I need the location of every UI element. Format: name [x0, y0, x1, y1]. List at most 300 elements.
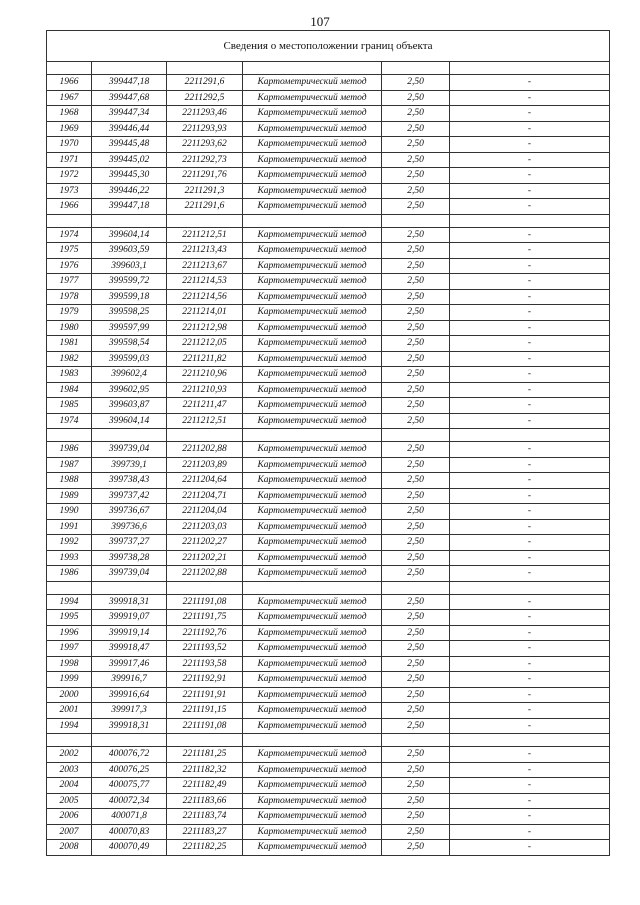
separator-cell [167, 429, 243, 442]
point-number-cell: 2001 [47, 703, 92, 719]
table-row [47, 703, 610, 719]
method-cell: Картометрический метод [243, 289, 382, 305]
table-row [47, 566, 610, 582]
coord-x-cell: 399917,3 [92, 703, 167, 719]
method-cell: Картометрический метод [243, 336, 382, 352]
accuracy-cell: 2,50 [382, 121, 450, 137]
accuracy-cell: 2,50 [382, 183, 450, 199]
separator-cell [167, 734, 243, 747]
coord-x-cell: 399447,34 [92, 106, 167, 122]
method-cell: Картометрический метод [243, 75, 382, 91]
table-row [47, 137, 610, 153]
accuracy-cell: 2,50 [382, 610, 450, 626]
coord-x-cell: 399599,18 [92, 289, 167, 305]
point-number-cell: 2006 [47, 809, 92, 825]
coord-y-cell: 2211214,56 [167, 289, 243, 305]
separator-cell [243, 429, 382, 442]
coord-y-cell: 2211202,27 [167, 535, 243, 551]
table-row [47, 718, 610, 734]
point-number-cell: 1966 [47, 199, 92, 215]
point-number-cell: 1977 [47, 274, 92, 290]
accuracy-cell: 2,50 [382, 336, 450, 352]
method-cell: Картометрический метод [243, 183, 382, 199]
table-row [47, 243, 610, 259]
point-number-cell: 1971 [47, 152, 92, 168]
point-number-cell: 1974 [47, 413, 92, 429]
point-number-cell: 1990 [47, 504, 92, 520]
coord-y-cell: 2211202,88 [167, 442, 243, 458]
coord-y-cell: 2211203,03 [167, 519, 243, 535]
accuracy-cell: 2,50 [382, 625, 450, 641]
table-row [47, 625, 610, 641]
coord-x-cell: 399447,68 [92, 90, 167, 106]
point-number-cell: 1981 [47, 336, 92, 352]
coord-x-cell: 399736,67 [92, 504, 167, 520]
coord-x-cell: 399737,27 [92, 535, 167, 551]
description-cell: - [450, 824, 610, 840]
coord-y-cell: 2211292,5 [167, 90, 243, 106]
coord-x-cell: 399602,4 [92, 367, 167, 383]
description-cell: - [450, 305, 610, 321]
point-number-cell: 1976 [47, 258, 92, 274]
coord-x-cell: 400076,25 [92, 762, 167, 778]
accuracy-cell: 2,50 [382, 566, 450, 582]
table-row [47, 473, 610, 489]
table-row [47, 672, 610, 688]
point-number-cell: 1980 [47, 320, 92, 336]
accuracy-cell: 2,50 [382, 809, 450, 825]
coord-x-cell: 400076,72 [92, 747, 167, 763]
coord-y-cell: 2211191,91 [167, 687, 243, 703]
method-cell: Картометрический метод [243, 504, 382, 520]
description-cell: - [450, 594, 610, 610]
table-row [47, 656, 610, 672]
coord-y-cell: 2211191,75 [167, 610, 243, 626]
description-cell: - [450, 840, 610, 856]
method-cell: Картометрический метод [243, 762, 382, 778]
coord-x-cell: 399916,7 [92, 672, 167, 688]
method-cell: Картометрический метод [243, 473, 382, 489]
accuracy-cell: 2,50 [382, 382, 450, 398]
table-row [47, 840, 610, 856]
coord-y-cell: 2211193,52 [167, 641, 243, 657]
method-cell: Картометрический метод [243, 258, 382, 274]
coord-y-cell: 2211191,08 [167, 718, 243, 734]
coord-y-cell: 2211212,98 [167, 320, 243, 336]
coord-y-cell: 2211291,3 [167, 183, 243, 199]
coord-x-cell: 399917,46 [92, 656, 167, 672]
coord-y-cell: 2211210,93 [167, 382, 243, 398]
coord-y-cell: 2211211,47 [167, 398, 243, 414]
coord-y-cell: 2211212,05 [167, 336, 243, 352]
accuracy-cell: 2,50 [382, 90, 450, 106]
description-cell: - [450, 519, 610, 535]
table-row [47, 488, 610, 504]
coord-x-cell: 399737,42 [92, 488, 167, 504]
coord-x-cell: 399919,07 [92, 610, 167, 626]
point-number-cell: 2007 [47, 824, 92, 840]
point-number-cell: 1989 [47, 488, 92, 504]
table-row [47, 809, 610, 825]
coord-y-cell: 2211182,25 [167, 840, 243, 856]
coord-x-cell: 400070,83 [92, 824, 167, 840]
point-number-cell: 1973 [47, 183, 92, 199]
description-cell: - [450, 289, 610, 305]
description-cell: - [450, 718, 610, 734]
point-number-cell: 1993 [47, 550, 92, 566]
table-row [47, 199, 610, 215]
description-cell: - [450, 320, 610, 336]
description-cell: - [450, 183, 610, 199]
method-cell: Картометрический метод [243, 610, 382, 626]
point-number-cell: 1972 [47, 168, 92, 184]
coord-x-cell: 399598,25 [92, 305, 167, 321]
method-cell: Картометрический метод [243, 382, 382, 398]
description-cell: - [450, 793, 610, 809]
description-cell: - [450, 106, 610, 122]
accuracy-cell: 2,50 [382, 320, 450, 336]
accuracy-cell: 2,50 [382, 672, 450, 688]
separator-cell [450, 62, 610, 75]
point-number-cell: 2003 [47, 762, 92, 778]
point-number-cell: 1999 [47, 672, 92, 688]
point-number-cell: 1979 [47, 305, 92, 321]
table-row [47, 793, 610, 809]
accuracy-cell: 2,50 [382, 199, 450, 215]
table-row [47, 535, 610, 551]
coord-y-cell: 2211212,51 [167, 413, 243, 429]
accuracy-cell: 2,50 [382, 594, 450, 610]
coord-y-cell: 2211202,88 [167, 566, 243, 582]
separator-cell [243, 214, 382, 227]
table-row [47, 824, 610, 840]
description-cell: - [450, 367, 610, 383]
coord-y-cell: 2211291,6 [167, 199, 243, 215]
method-cell: Картометрический метод [243, 672, 382, 688]
boundary-table [46, 30, 610, 856]
point-number-cell: 1988 [47, 473, 92, 489]
separator-cell [92, 734, 167, 747]
coord-y-cell: 2211183,27 [167, 824, 243, 840]
point-number-cell: 1974 [47, 227, 92, 243]
table-row [47, 442, 610, 458]
accuracy-cell: 2,50 [382, 535, 450, 551]
method-cell: Картометрический метод [243, 840, 382, 856]
coord-x-cell: 399603,87 [92, 398, 167, 414]
accuracy-cell: 2,50 [382, 106, 450, 122]
description-cell: - [450, 258, 610, 274]
accuracy-cell: 2,50 [382, 840, 450, 856]
coord-y-cell: 2211212,51 [167, 227, 243, 243]
description-cell: - [450, 351, 610, 367]
description-cell: - [450, 121, 610, 137]
coord-y-cell: 2211192,91 [167, 672, 243, 688]
page-number: 107 [310, 14, 330, 29]
point-number-cell: 1975 [47, 243, 92, 259]
method-cell: Картометрический метод [243, 320, 382, 336]
point-number-cell: 1982 [47, 351, 92, 367]
block-separator-row [47, 429, 610, 442]
coord-y-cell: 2211214,53 [167, 274, 243, 290]
coord-y-cell: 2211293,46 [167, 106, 243, 122]
table-row [47, 274, 610, 290]
coord-x-cell: 399736,6 [92, 519, 167, 535]
coord-x-cell: 400075,77 [92, 778, 167, 794]
separator-cell [243, 734, 382, 747]
coord-y-cell: 2211203,89 [167, 457, 243, 473]
point-number-cell: 1995 [47, 610, 92, 626]
method-cell: Картометрический метод [243, 457, 382, 473]
description-cell: - [450, 778, 610, 794]
table-row [47, 152, 610, 168]
accuracy-cell: 2,50 [382, 243, 450, 259]
coord-y-cell: 2211291,6 [167, 75, 243, 91]
point-number-cell: 1966 [47, 75, 92, 91]
description-cell: - [450, 656, 610, 672]
description-cell: - [450, 625, 610, 641]
table-row [47, 75, 610, 91]
separator-cell [47, 62, 92, 75]
coord-y-cell: 2211204,04 [167, 504, 243, 520]
coord-y-cell: 2211213,43 [167, 243, 243, 259]
description-cell: - [450, 762, 610, 778]
method-cell: Картометрический метод [243, 778, 382, 794]
coord-x-cell: 399447,18 [92, 199, 167, 215]
coord-y-cell: 2211183,66 [167, 793, 243, 809]
description-cell: - [450, 473, 610, 489]
block-separator-row [47, 62, 610, 75]
accuracy-cell: 2,50 [382, 793, 450, 809]
table-row [47, 121, 610, 137]
accuracy-cell: 2,50 [382, 289, 450, 305]
table-row [47, 687, 610, 703]
table-row [47, 519, 610, 535]
point-number-cell: 2000 [47, 687, 92, 703]
description-cell: - [450, 687, 610, 703]
table-row [47, 778, 610, 794]
accuracy-cell: 2,50 [382, 367, 450, 383]
accuracy-cell: 2,50 [382, 656, 450, 672]
accuracy-cell: 2,50 [382, 413, 450, 429]
method-cell: Картометрический метод [243, 824, 382, 840]
separator-cell [382, 581, 450, 594]
coord-y-cell: 2211191,15 [167, 703, 243, 719]
method-cell: Картометрический метод [243, 809, 382, 825]
table-title: Сведения о местоположении границ объекта [47, 31, 610, 62]
accuracy-cell: 2,50 [382, 398, 450, 414]
description-cell: - [450, 672, 610, 688]
method-cell: Картометрический метод [243, 656, 382, 672]
accuracy-cell: 2,50 [382, 747, 450, 763]
method-cell: Картометрический метод [243, 413, 382, 429]
coord-x-cell: 399446,44 [92, 121, 167, 137]
description-cell: - [450, 809, 610, 825]
coord-y-cell: 2211204,64 [167, 473, 243, 489]
block-separator-row [47, 214, 610, 227]
coord-x-cell: 400070,49 [92, 840, 167, 856]
table-row [47, 289, 610, 305]
coord-y-cell: 2211291,76 [167, 168, 243, 184]
separator-cell [167, 214, 243, 227]
separator-cell [382, 429, 450, 442]
point-number-cell: 2008 [47, 840, 92, 856]
coord-x-cell: 399446,22 [92, 183, 167, 199]
point-number-cell: 2004 [47, 778, 92, 794]
table-row [47, 320, 610, 336]
coord-y-cell: 2211214,01 [167, 305, 243, 321]
point-number-cell: 1986 [47, 442, 92, 458]
point-number-cell: 1997 [47, 641, 92, 657]
method-cell: Картометрический метод [243, 274, 382, 290]
coord-y-cell: 2211181,25 [167, 747, 243, 763]
description-cell: - [450, 227, 610, 243]
separator-cell [92, 214, 167, 227]
description-cell: - [450, 90, 610, 106]
accuracy-cell: 2,50 [382, 504, 450, 520]
method-cell: Картометрический метод [243, 90, 382, 106]
method-cell: Картометрический метод [243, 519, 382, 535]
point-number-cell: 2002 [47, 747, 92, 763]
table-row [47, 367, 610, 383]
point-number-cell: 1994 [47, 718, 92, 734]
description-cell: - [450, 610, 610, 626]
coord-x-cell: 399918,31 [92, 594, 167, 610]
point-number-cell: 1968 [47, 106, 92, 122]
point-number-cell: 1998 [47, 656, 92, 672]
table-row [47, 106, 610, 122]
accuracy-cell: 2,50 [382, 641, 450, 657]
separator-cell [450, 429, 610, 442]
accuracy-cell: 2,50 [382, 457, 450, 473]
coord-x-cell: 399602,95 [92, 382, 167, 398]
coord-y-cell: 2211191,08 [167, 594, 243, 610]
description-cell: - [450, 488, 610, 504]
coord-x-cell: 399919,14 [92, 625, 167, 641]
accuracy-cell: 2,50 [382, 824, 450, 840]
description-cell: - [450, 442, 610, 458]
point-number-cell: 1987 [47, 457, 92, 473]
table-row [47, 351, 610, 367]
method-cell: Картометрический метод [243, 703, 382, 719]
table-row [47, 641, 610, 657]
point-number-cell: 1970 [47, 137, 92, 153]
table-row [47, 227, 610, 243]
table-row [47, 413, 610, 429]
table-row [47, 594, 610, 610]
point-number-cell: 1994 [47, 594, 92, 610]
separator-cell [47, 429, 92, 442]
accuracy-cell: 2,50 [382, 274, 450, 290]
description-cell: - [450, 152, 610, 168]
separator-cell [47, 214, 92, 227]
method-cell: Картометрический метод [243, 625, 382, 641]
coord-x-cell: 399603,59 [92, 243, 167, 259]
description-cell: - [450, 382, 610, 398]
coord-y-cell: 2211182,49 [167, 778, 243, 794]
separator-cell [382, 734, 450, 747]
point-number-cell: 1983 [47, 367, 92, 383]
coord-x-cell: 399445,48 [92, 137, 167, 153]
description-cell: - [450, 75, 610, 91]
method-cell: Картометрический метод [243, 121, 382, 137]
coord-x-cell: 400072,34 [92, 793, 167, 809]
table-row [47, 457, 610, 473]
method-cell: Картометрический метод [243, 243, 382, 259]
coord-x-cell: 399604,14 [92, 413, 167, 429]
coord-x-cell: 399739,04 [92, 566, 167, 582]
table-row [47, 550, 610, 566]
accuracy-cell: 2,50 [382, 168, 450, 184]
coord-y-cell: 2211210,96 [167, 367, 243, 383]
accuracy-cell: 2,50 [382, 703, 450, 719]
coord-x-cell: 399918,31 [92, 718, 167, 734]
accuracy-cell: 2,50 [382, 351, 450, 367]
point-number-cell: 1992 [47, 535, 92, 551]
description-cell: - [450, 137, 610, 153]
table-row [47, 90, 610, 106]
accuracy-cell: 2,50 [382, 519, 450, 535]
table-row [47, 168, 610, 184]
separator-cell [382, 62, 450, 75]
method-cell: Картометрический метод [243, 305, 382, 321]
description-cell: - [450, 703, 610, 719]
separator-cell [92, 429, 167, 442]
description-cell: - [450, 535, 610, 551]
method-cell: Картометрический метод [243, 566, 382, 582]
accuracy-cell: 2,50 [382, 227, 450, 243]
description-cell: - [450, 413, 610, 429]
accuracy-cell: 2,50 [382, 137, 450, 153]
coord-y-cell: 2211182,32 [167, 762, 243, 778]
description-cell: - [450, 168, 610, 184]
coord-x-cell: 399598,54 [92, 336, 167, 352]
method-cell: Картометрический метод [243, 227, 382, 243]
accuracy-cell: 2,50 [382, 152, 450, 168]
accuracy-cell: 2,50 [382, 258, 450, 274]
method-cell: Картометрический метод [243, 398, 382, 414]
point-number-cell: 1984 [47, 382, 92, 398]
separator-cell [47, 581, 92, 594]
method-cell: Картометрический метод [243, 351, 382, 367]
coord-x-cell: 399604,14 [92, 227, 167, 243]
method-cell: Картометрический метод [243, 442, 382, 458]
accuracy-cell: 2,50 [382, 473, 450, 489]
table-row [47, 762, 610, 778]
accuracy-cell: 2,50 [382, 687, 450, 703]
separator-cell [167, 62, 243, 75]
point-number-cell: 1985 [47, 398, 92, 414]
coord-x-cell: 399445,02 [92, 152, 167, 168]
coord-x-cell: 399738,28 [92, 550, 167, 566]
separator-cell [92, 62, 167, 75]
table-row [47, 336, 610, 352]
coord-x-cell: 399599,72 [92, 274, 167, 290]
table-row [47, 258, 610, 274]
point-number-cell: 1969 [47, 121, 92, 137]
table-row [47, 504, 610, 520]
accuracy-cell: 2,50 [382, 488, 450, 504]
method-cell: Картометрический метод [243, 488, 382, 504]
description-cell: - [450, 747, 610, 763]
coord-y-cell: 2211192,76 [167, 625, 243, 641]
coord-y-cell: 2211213,67 [167, 258, 243, 274]
description-cell: - [450, 398, 610, 414]
separator-cell [450, 214, 610, 227]
coord-x-cell: 399918,47 [92, 641, 167, 657]
separator-cell [243, 62, 382, 75]
table-row [47, 183, 610, 199]
separator-cell [450, 734, 610, 747]
